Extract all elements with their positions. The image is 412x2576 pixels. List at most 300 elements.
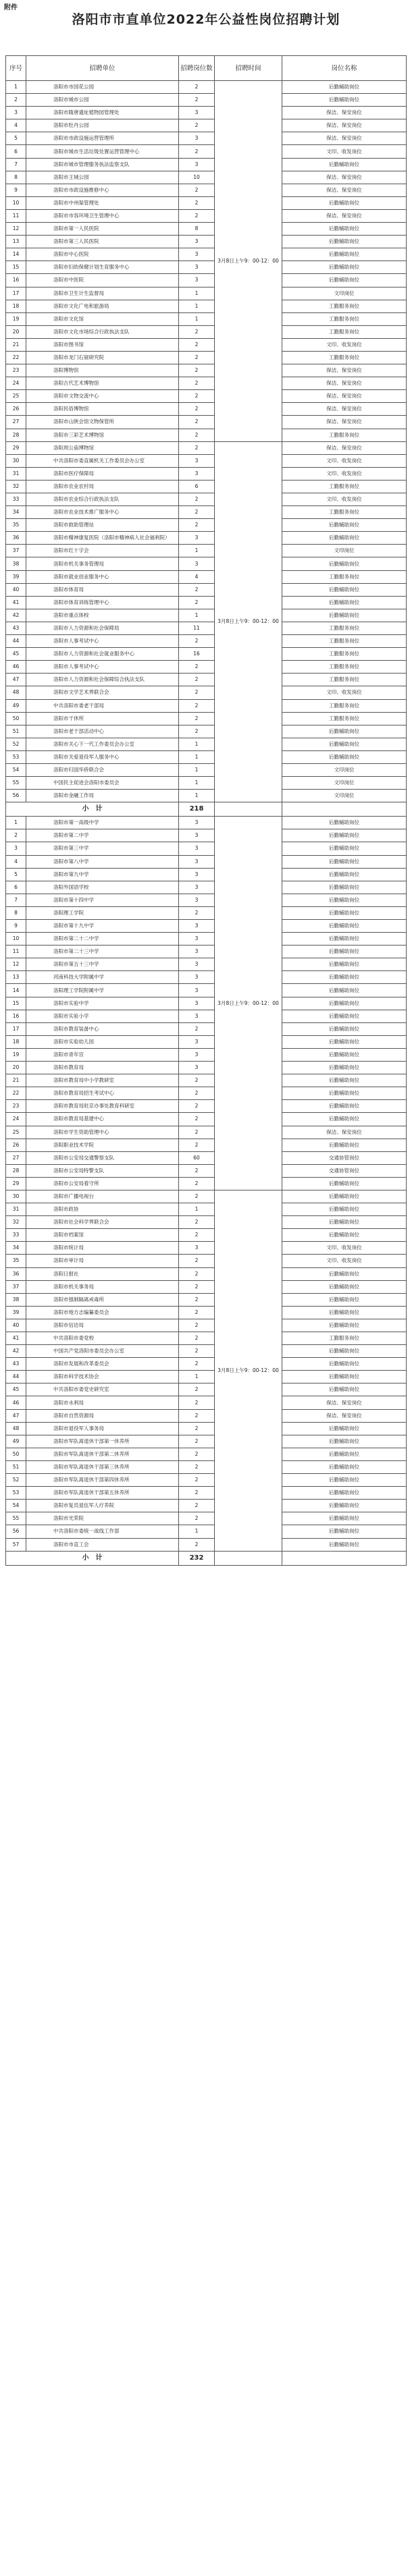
row-index: 25 (6, 1126, 26, 1139)
row-unit-name: 洛阳市公安局交通警察支队 (26, 1151, 179, 1164)
row-position-count: 3 (179, 894, 215, 906)
row-index: 5 (6, 868, 26, 881)
row-index: 8 (6, 906, 26, 919)
row-position-count: 1 (179, 790, 215, 802)
row-index: 2 (6, 829, 26, 842)
row-index: 28 (6, 429, 26, 441)
row-unit-name: 洛阳市红十字会 (26, 545, 179, 557)
row-index: 19 (6, 1048, 26, 1061)
row-position-name: 保洁、保安岗位 (282, 364, 407, 377)
table-row (6, 274, 407, 287)
row-unit-name: 洛阳市人力资源和社会保障局 (26, 622, 179, 634)
row-position-name: 文印、收发岗位 (282, 454, 407, 467)
row-position-count: 3 (179, 855, 215, 868)
table-row (6, 958, 407, 971)
row-position-count: 2 (179, 1383, 215, 1396)
row-unit-name: 洛阳市干休所 (26, 712, 179, 725)
row-recruit-time: 3月8日上午9：00-12：00 (215, 817, 282, 1190)
row-unit-name: 洛阳理工学院 (26, 906, 179, 919)
row-position-count: 2 (179, 906, 215, 919)
table-row (6, 1216, 407, 1229)
row-index: 4 (6, 855, 26, 868)
row-index: 40 (6, 1319, 26, 1332)
row-position-count: 2 (179, 1267, 215, 1280)
row-index: 3 (6, 107, 26, 119)
row-index: 15 (6, 997, 26, 1010)
table-row (6, 196, 407, 209)
row-unit-name: 洛阳市中医院 (26, 274, 179, 287)
table-row (6, 1474, 407, 1487)
row-unit-name: 洛阳市地方志编纂委员会 (26, 1306, 179, 1319)
subtotal-value: 232 (179, 1551, 215, 1565)
row-recruit-time: 3月8日上午9：00-12：00 (215, 1190, 282, 1551)
row-index: 20 (6, 1062, 26, 1074)
row-index: 35 (6, 1255, 26, 1267)
row-position-name: 后勤辅助岗位 (282, 1383, 407, 1396)
row-position-count: 2 (179, 1113, 215, 1126)
row-position-name: 保洁、保安岗位 (282, 441, 407, 454)
table-row (6, 1448, 407, 1460)
subtotal-label: 小 计 (6, 1551, 179, 1565)
row-position-count: 3 (179, 1062, 215, 1074)
row-index: 49 (6, 1435, 26, 1448)
table-row (6, 648, 407, 661)
row-position-name: 后勤辅助岗位 (282, 1371, 407, 1383)
row-unit-name: 洛阳市教育局招生考试中心 (26, 1087, 179, 1100)
recruitment-table (5, 55, 407, 1566)
row-position-count: 1 (179, 777, 215, 790)
table-row (6, 132, 407, 145)
table-row (6, 1255, 407, 1267)
row-index: 13 (6, 236, 26, 248)
table-row (6, 364, 407, 377)
table-row (6, 506, 407, 519)
row-position-count: 2 (179, 1422, 215, 1435)
row-position-count: 2 (179, 403, 215, 416)
row-position-count: 2 (179, 1409, 215, 1422)
row-position-name: 后勤辅助岗位 (282, 1048, 407, 1061)
row-unit-name: 洛阳市教育局基建中心 (26, 1113, 179, 1126)
row-index: 33 (6, 1229, 26, 1242)
row-position-count: 3 (179, 236, 215, 248)
row-unit-name: 洛阳市就业创业服务中心 (26, 570, 179, 583)
row-unit-name: 洛阳古代艺术博物馆 (26, 377, 179, 390)
subtotal-empty-cell (282, 1551, 407, 1565)
row-position-name: 后勤辅助岗位 (282, 1267, 407, 1280)
row-position-name: 后勤辅助岗位 (282, 933, 407, 946)
row-position-name: 保洁、保安岗位 (282, 119, 407, 132)
row-unit-name: 洛阳市王城公园 (26, 171, 179, 184)
table-row (6, 1113, 407, 1126)
row-position-name: 后勤辅助岗位 (282, 1319, 407, 1332)
row-position-count: 2 (179, 725, 215, 738)
row-position-count: 3 (179, 997, 215, 1010)
table-row (6, 1512, 407, 1525)
row-index: 19 (6, 312, 26, 325)
row-position-name: 后勤辅助岗位 (282, 557, 407, 570)
row-position-count: 2 (179, 1319, 215, 1332)
row-unit-name: 洛阳市政协 (26, 1203, 179, 1216)
row-index: 27 (6, 1151, 26, 1164)
row-position-count: 2 (179, 1100, 215, 1113)
row-position-name: 文印、收发岗位 (282, 1255, 407, 1267)
row-position-name: 工勤服务岗位 (282, 712, 407, 725)
row-position-name: 工勤服务岗位 (282, 622, 407, 634)
row-unit-name: 洛阳市第二十三中学 (26, 946, 179, 958)
row-position-name: 文印岗位 (282, 287, 407, 300)
row-position-name: 后勤辅助岗位 (282, 1190, 407, 1203)
row-position-name: 工勤服务岗位 (282, 699, 407, 712)
row-position-name: 后勤辅助岗位 (282, 1087, 407, 1100)
row-index: 52 (6, 738, 26, 750)
row-position-name: 保洁、保安岗位 (282, 1126, 407, 1139)
table-row (6, 1074, 407, 1087)
row-position-name: 保洁、保安岗位 (282, 209, 407, 222)
row-index: 22 (6, 351, 26, 364)
row-position-count: 2 (179, 686, 215, 699)
table-row (6, 429, 407, 441)
row-unit-name: 洛阳市体育训练管理中心 (26, 596, 179, 609)
table-row (6, 519, 407, 532)
row-index: 38 (6, 1293, 26, 1306)
table-row (6, 1487, 407, 1500)
table-row (6, 1435, 407, 1448)
row-index: 21 (6, 1074, 26, 1087)
row-position-name: 后勤辅助岗位 (282, 997, 407, 1010)
subtotal-empty-cell (215, 1551, 282, 1565)
row-unit-name: 洛阳市城市公园 (26, 94, 179, 107)
row-index: 30 (6, 1190, 26, 1203)
row-position-name: 后勤辅助岗位 (282, 1500, 407, 1512)
row-index: 32 (6, 1216, 26, 1229)
row-unit-name: 洛阳市社会科学界联合会 (26, 1216, 179, 1229)
row-unit-name: 河南科技大学附属中学 (26, 971, 179, 984)
row-index: 18 (6, 300, 26, 312)
row-position-count: 2 (179, 1280, 215, 1293)
row-position-name: 文印、收发岗位 (282, 467, 407, 480)
row-position-name: 工勤服务岗位 (282, 480, 407, 493)
row-unit-name: 洛阳市老干部活动中心 (26, 725, 179, 738)
row-index: 31 (6, 1203, 26, 1216)
row-unit-name: 洛阳博物馆 (26, 364, 179, 377)
row-index: 39 (6, 1306, 26, 1319)
row-unit-name: 洛阳市体育局 (26, 583, 179, 596)
table-row (6, 1139, 407, 1151)
row-unit-name: 洛阳市军队离退休干部第四休养所 (26, 1474, 179, 1487)
row-index: 28 (6, 1164, 26, 1177)
row-index: 55 (6, 777, 26, 790)
row-index: 11 (6, 209, 26, 222)
row-position-name: 后勤辅助岗位 (282, 609, 407, 622)
row-unit-name: 洛阳市人力资源和社会就业服务中心 (26, 648, 179, 661)
row-position-count: 3 (179, 261, 215, 274)
row-position-count: 1 (179, 545, 215, 557)
row-unit-name: 洛阳市文学艺术界联合会 (26, 686, 179, 699)
table-row (6, 1151, 407, 1164)
row-position-count: 2 (179, 1293, 215, 1306)
row-position-name: 工勤服务岗位 (282, 325, 407, 338)
row-unit-name: 洛阳市复员退伍军人疗养院 (26, 1500, 179, 1512)
row-unit-name: 洛阳市第二中学 (26, 829, 179, 842)
row-position-count: 3 (179, 248, 215, 261)
table-row (6, 1525, 407, 1538)
row-index: 9 (6, 920, 26, 933)
row-position-count: 2 (179, 1139, 215, 1151)
table-row (6, 635, 407, 648)
row-position-count: 2 (179, 674, 215, 686)
row-position-count: 2 (179, 94, 215, 107)
row-unit-name: 洛阳市中州渠管理处 (26, 196, 179, 209)
row-position-count: 2 (179, 1332, 215, 1345)
row-position-name: 后勤辅助岗位 (282, 1345, 407, 1358)
row-position-count: 2 (179, 1255, 215, 1267)
row-position-name: 文印岗位 (282, 790, 407, 802)
subtotal-row (6, 1551, 407, 1565)
row-position-name: 后勤辅助岗位 (282, 906, 407, 919)
row-index: 15 (6, 261, 26, 274)
row-unit-name: 洛阳市第九中学 (26, 868, 179, 881)
row-unit-name: 洛阳市第八中学 (26, 855, 179, 868)
table-row (6, 1345, 407, 1358)
row-index: 51 (6, 1460, 26, 1473)
row-unit-name: 洛阳市公安局特警支队 (26, 1164, 179, 1177)
row-position-name: 后勤辅助岗位 (282, 274, 407, 287)
row-position-name: 后勤辅助岗位 (282, 223, 407, 236)
row-position-count: 3 (179, 868, 215, 881)
row-index: 51 (6, 725, 26, 738)
row-index: 44 (6, 1371, 26, 1383)
row-index: 24 (6, 377, 26, 390)
row-index: 39 (6, 570, 26, 583)
row-unit-name: 洛阳市科学技术协会 (26, 1371, 179, 1383)
row-index: 47 (6, 1409, 26, 1422)
row-position-name: 交通协管岗位 (282, 1151, 407, 1164)
row-index: 43 (6, 1358, 26, 1371)
row-unit-name: 洛阳市卫生计生监督局 (26, 287, 179, 300)
row-unit-name: 洛阳市关心下一代工作委员会办公室 (26, 738, 179, 750)
row-unit-name: 洛阳市军队离退休干部第二休养所 (26, 1448, 179, 1460)
row-position-name: 后勤辅助岗位 (282, 158, 407, 171)
table-row (6, 1100, 407, 1113)
row-index: 27 (6, 416, 26, 429)
row-position-count: 2 (179, 1022, 215, 1035)
row-unit-name: 洛阳市市政设施运营管理所 (26, 132, 179, 145)
row-position-name: 保洁、保安岗位 (282, 403, 407, 416)
row-index: 30 (6, 454, 26, 467)
row-position-name: 后勤辅助岗位 (282, 1035, 407, 1048)
row-index: 34 (6, 1242, 26, 1255)
row-index: 48 (6, 1422, 26, 1435)
row-position-name: 后勤辅助岗位 (282, 94, 407, 107)
row-position-name: 后勤辅助岗位 (282, 1474, 407, 1487)
column-header-unit: 招聘单位 (26, 56, 179, 81)
row-position-name: 后勤辅助岗位 (282, 1512, 407, 1525)
row-index: 17 (6, 287, 26, 300)
row-position-count: 2 (179, 661, 215, 674)
row-index: 32 (6, 480, 26, 493)
row-index: 3 (6, 842, 26, 855)
row-index: 7 (6, 158, 26, 171)
row-index: 5 (6, 132, 26, 145)
table-row (6, 325, 407, 338)
row-position-name: 文印、收发岗位 (282, 1242, 407, 1255)
column-header-index: 序号 (6, 56, 26, 81)
row-recruit-time: 3月8日上午9：00-12：00 (215, 441, 282, 802)
row-index: 54 (6, 763, 26, 776)
row-position-count: 1 (179, 738, 215, 750)
row-index: 29 (6, 1177, 26, 1190)
row-position-name: 后勤辅助岗位 (282, 855, 407, 868)
row-position-count: 8 (179, 223, 215, 236)
table-row (6, 1267, 407, 1280)
row-position-count: 60 (179, 1151, 215, 1164)
column-header-position: 岗位名称 (282, 56, 407, 81)
row-unit-name: 洛阳市第一高级中学 (26, 817, 179, 829)
row-unit-name: 洛阳市第三人民医院 (26, 236, 179, 248)
row-position-name: 文印岗位 (282, 777, 407, 790)
table-row (6, 467, 407, 480)
table-body (6, 81, 407, 1566)
row-position-count: 3 (179, 971, 215, 984)
row-unit-name: 洛阳市农业综合行政执法支队 (26, 493, 179, 506)
row-index: 36 (6, 1267, 26, 1280)
row-unit-name: 洛阳市农业技术推广服务中心 (26, 506, 179, 519)
row-unit-name: 洛阳市审计局 (26, 1255, 179, 1267)
row-position-count: 2 (179, 583, 215, 596)
row-position-count: 2 (179, 1460, 215, 1473)
table-row (6, 738, 407, 750)
row-position-count: 2 (179, 209, 215, 222)
subtotal-row (6, 802, 407, 817)
row-unit-name: 中共洛阳市委党史研究室 (26, 1383, 179, 1396)
row-position-name: 保洁、保安岗位 (282, 377, 407, 390)
row-position-count: 16 (179, 648, 215, 661)
row-position-name: 文印、收发岗位 (282, 338, 407, 351)
row-position-count: 2 (179, 519, 215, 532)
table-row (6, 94, 407, 107)
row-index: 29 (6, 441, 26, 454)
row-unit-name: 洛阳市文化馆 (26, 312, 179, 325)
row-position-count: 2 (179, 196, 215, 209)
row-position-name: 后勤辅助岗位 (282, 1074, 407, 1087)
row-index: 57 (6, 1538, 26, 1551)
row-position-name: 后勤辅助岗位 (282, 519, 407, 532)
row-position-name: 后勤辅助岗位 (282, 829, 407, 842)
row-position-count: 2 (179, 596, 215, 609)
row-position-count: 3 (179, 946, 215, 958)
table-row (6, 906, 407, 919)
row-index: 45 (6, 1383, 26, 1396)
row-unit-name: 洛阳市军队离退休干部第五休养所 (26, 1487, 179, 1500)
table-row (6, 817, 407, 829)
row-position-name: 文印、收发岗位 (282, 686, 407, 699)
row-position-name: 后勤辅助岗位 (282, 248, 407, 261)
table-row (6, 1229, 407, 1242)
table-row (6, 377, 407, 390)
row-position-name: 后勤辅助岗位 (282, 894, 407, 906)
row-index: 40 (6, 583, 26, 596)
row-position-name: 后勤辅助岗位 (282, 738, 407, 750)
column-header-count: 招聘岗位数 (179, 56, 215, 81)
row-index: 42 (6, 609, 26, 622)
table-row (6, 1010, 407, 1022)
table-row (6, 855, 407, 868)
row-position-count: 2 (179, 712, 215, 725)
row-index: 34 (6, 506, 26, 519)
row-position-name: 后勤辅助岗位 (282, 596, 407, 609)
row-position-count: 2 (179, 1396, 215, 1409)
row-position-count: 2 (179, 1190, 215, 1203)
row-unit-name: 洛阳市市直工会 (26, 1538, 179, 1551)
row-index: 2 (6, 94, 26, 107)
row-unit-name: 洛阳市牡丹公园 (26, 119, 179, 132)
row-unit-name: 中共洛阳市委党校 (26, 1332, 179, 1345)
table-row (6, 894, 407, 906)
row-index: 46 (6, 661, 26, 674)
row-position-count: 3 (179, 132, 215, 145)
row-position-count: 2 (179, 1487, 215, 1500)
row-index: 25 (6, 390, 26, 403)
row-position-count: 2 (179, 377, 215, 390)
subtotal-empty-cell (215, 802, 282, 817)
row-index: 45 (6, 648, 26, 661)
row-index: 56 (6, 1525, 26, 1538)
subtotal-empty-cell (282, 802, 407, 817)
table-row (6, 1087, 407, 1100)
table-row (6, 946, 407, 958)
row-unit-name: 洛阳市妇幼保健计划生育服务中心 (26, 261, 179, 274)
row-position-name: 后勤辅助岗位 (282, 946, 407, 958)
row-index: 20 (6, 325, 26, 338)
table-row (6, 1177, 407, 1190)
table-row (6, 842, 407, 855)
table-row (6, 1500, 407, 1512)
row-position-count: 3 (179, 274, 215, 287)
row-position-name: 后勤辅助岗位 (282, 1229, 407, 1242)
row-position-name: 工勤服务岗位 (282, 570, 407, 583)
row-position-count: 2 (179, 1358, 215, 1371)
table-row (6, 997, 407, 1010)
row-unit-name: 洛阳市农业农村局 (26, 480, 179, 493)
row-unit-name: 洛阳市市容环境卫生管理中心 (26, 209, 179, 222)
row-position-count: 3 (179, 1242, 215, 1255)
row-position-count: 2 (179, 1474, 215, 1487)
row-position-name: 后勤辅助岗位 (282, 1422, 407, 1435)
row-unit-name: 洛阳市统计局 (26, 1242, 179, 1255)
table-row (6, 312, 407, 325)
row-position-name: 工勤服务岗位 (282, 300, 407, 312)
row-position-name: 后勤辅助岗位 (282, 1487, 407, 1500)
row-unit-name: 洛阳市人事考试中心 (26, 635, 179, 648)
row-position-name: 后勤辅助岗位 (282, 1022, 407, 1035)
row-index: 50 (6, 712, 26, 725)
row-position-name: 工勤服务岗位 (282, 429, 407, 441)
row-index: 12 (6, 958, 26, 971)
row-unit-name: 洛阳理工学院附属中学 (26, 984, 179, 997)
row-unit-name: 洛阳市信访局 (26, 1319, 179, 1332)
row-index: 41 (6, 1332, 26, 1345)
table-row (6, 390, 407, 403)
row-position-name: 工勤服务岗位 (282, 1332, 407, 1345)
row-index: 33 (6, 493, 26, 506)
table-row (6, 248, 407, 261)
row-position-name: 后勤辅助岗位 (282, 1139, 407, 1151)
row-position-name: 后勤辅助岗位 (282, 984, 407, 997)
row-index: 24 (6, 1113, 26, 1126)
row-unit-name: 洛阳市教育局 (26, 1062, 179, 1074)
row-unit-name: 洛阳市强制隔离戒毒所 (26, 1293, 179, 1306)
table-row (6, 171, 407, 184)
